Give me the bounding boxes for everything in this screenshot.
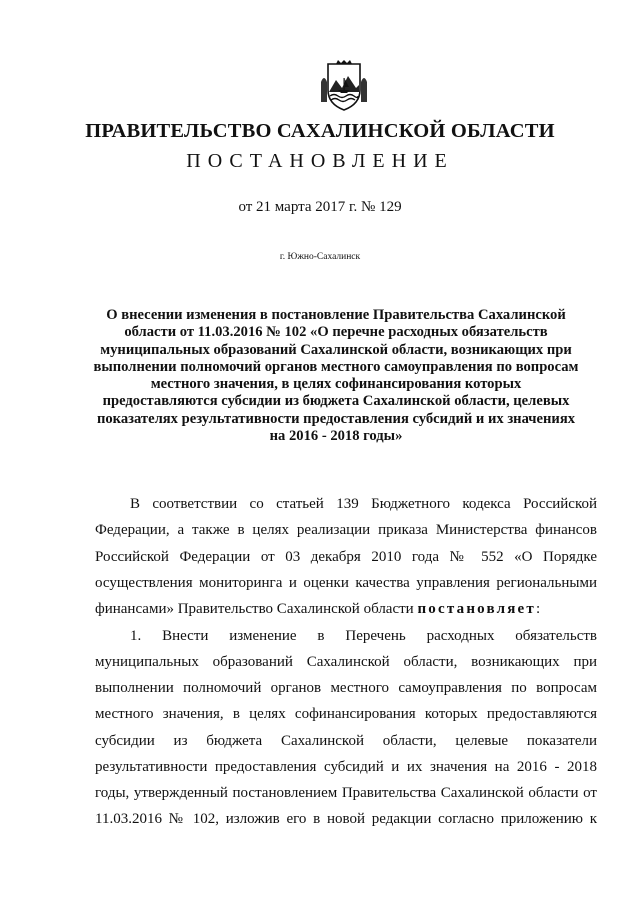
body-line: Российской Федерации от 03 декабря 2010 года № 552 «О Порядке xyxy=(95,549,597,565)
decree-word: постановляет xyxy=(417,601,536,617)
document-type: ПОСТАНОВЛЕНИЕ xyxy=(186,150,454,172)
document-subject xyxy=(88,307,584,445)
body-line: субсидии из бюджета Сахалинской области, целевые показатели xyxy=(95,733,597,749)
body-line: В соответствии со статьей 139 Бюджетного кодекса Российской xyxy=(130,496,597,512)
body-line: результативности предоставления субсидий и их значения на 2016 - 2018 xyxy=(95,759,597,775)
body-line: годы, утвержденный постановлением Правительства Сахалинской области от xyxy=(95,785,597,801)
subject-line: муниципальных образований Сахалинской области, возникающих при xyxy=(100,341,572,358)
coat-of-arms-icon xyxy=(316,60,372,116)
body-line: муниципальных образований Сахалинской области, возникающих при xyxy=(95,654,597,670)
subject-line: О внесении изменения в постановление Правительства Сахалинской xyxy=(106,307,566,323)
city-name: г. Южно-Сахалинск xyxy=(279,252,361,262)
subject-line: на 2016 - 2018 годы» xyxy=(269,428,403,445)
government-title: ПРАВИТЕЛЬСТВО САХАЛИНСКОЙ ОБЛАСТИ xyxy=(85,120,555,142)
subject-line: местного значения, в целях софинансирования которых xyxy=(150,376,522,393)
subject-line: показателях результативности предоставления субсидий и их значениях xyxy=(96,410,576,427)
body-line-decree xyxy=(95,601,597,623)
subject-line: предоставляются субсидии из бюджета Сахалинской области, целевых xyxy=(102,393,570,410)
body-line: осуществления мониторинга и оценки качества управления региональными xyxy=(95,575,597,591)
body-line: выполнении полномочий органов местного самоуправления по вопросам xyxy=(95,680,597,696)
body-text: финансами» Правительство Сахалинской области xyxy=(95,601,418,617)
subject-line: выполнении полномочий органов местного самоуправления по вопросам xyxy=(93,358,579,375)
body-line: 1. Внести изменение в Перечень расходных обязательств xyxy=(130,628,597,644)
body-line: 11.03.2016 № 102, изложив его в новой редакции согласно приложению к xyxy=(95,811,597,827)
body-line: местного значения, в целях софинансирования которых предоставляются xyxy=(95,706,597,722)
date-and-number: от 21 марта 2017 г. № 129 xyxy=(238,199,402,215)
decree-colon: : xyxy=(535,601,541,617)
subject-line: области от 11.03.2016 № 102 «О перечне расходных обязательств xyxy=(124,324,548,341)
body-line: Федерации, а также в целях реализации приказа Министерства финансов xyxy=(95,522,597,538)
